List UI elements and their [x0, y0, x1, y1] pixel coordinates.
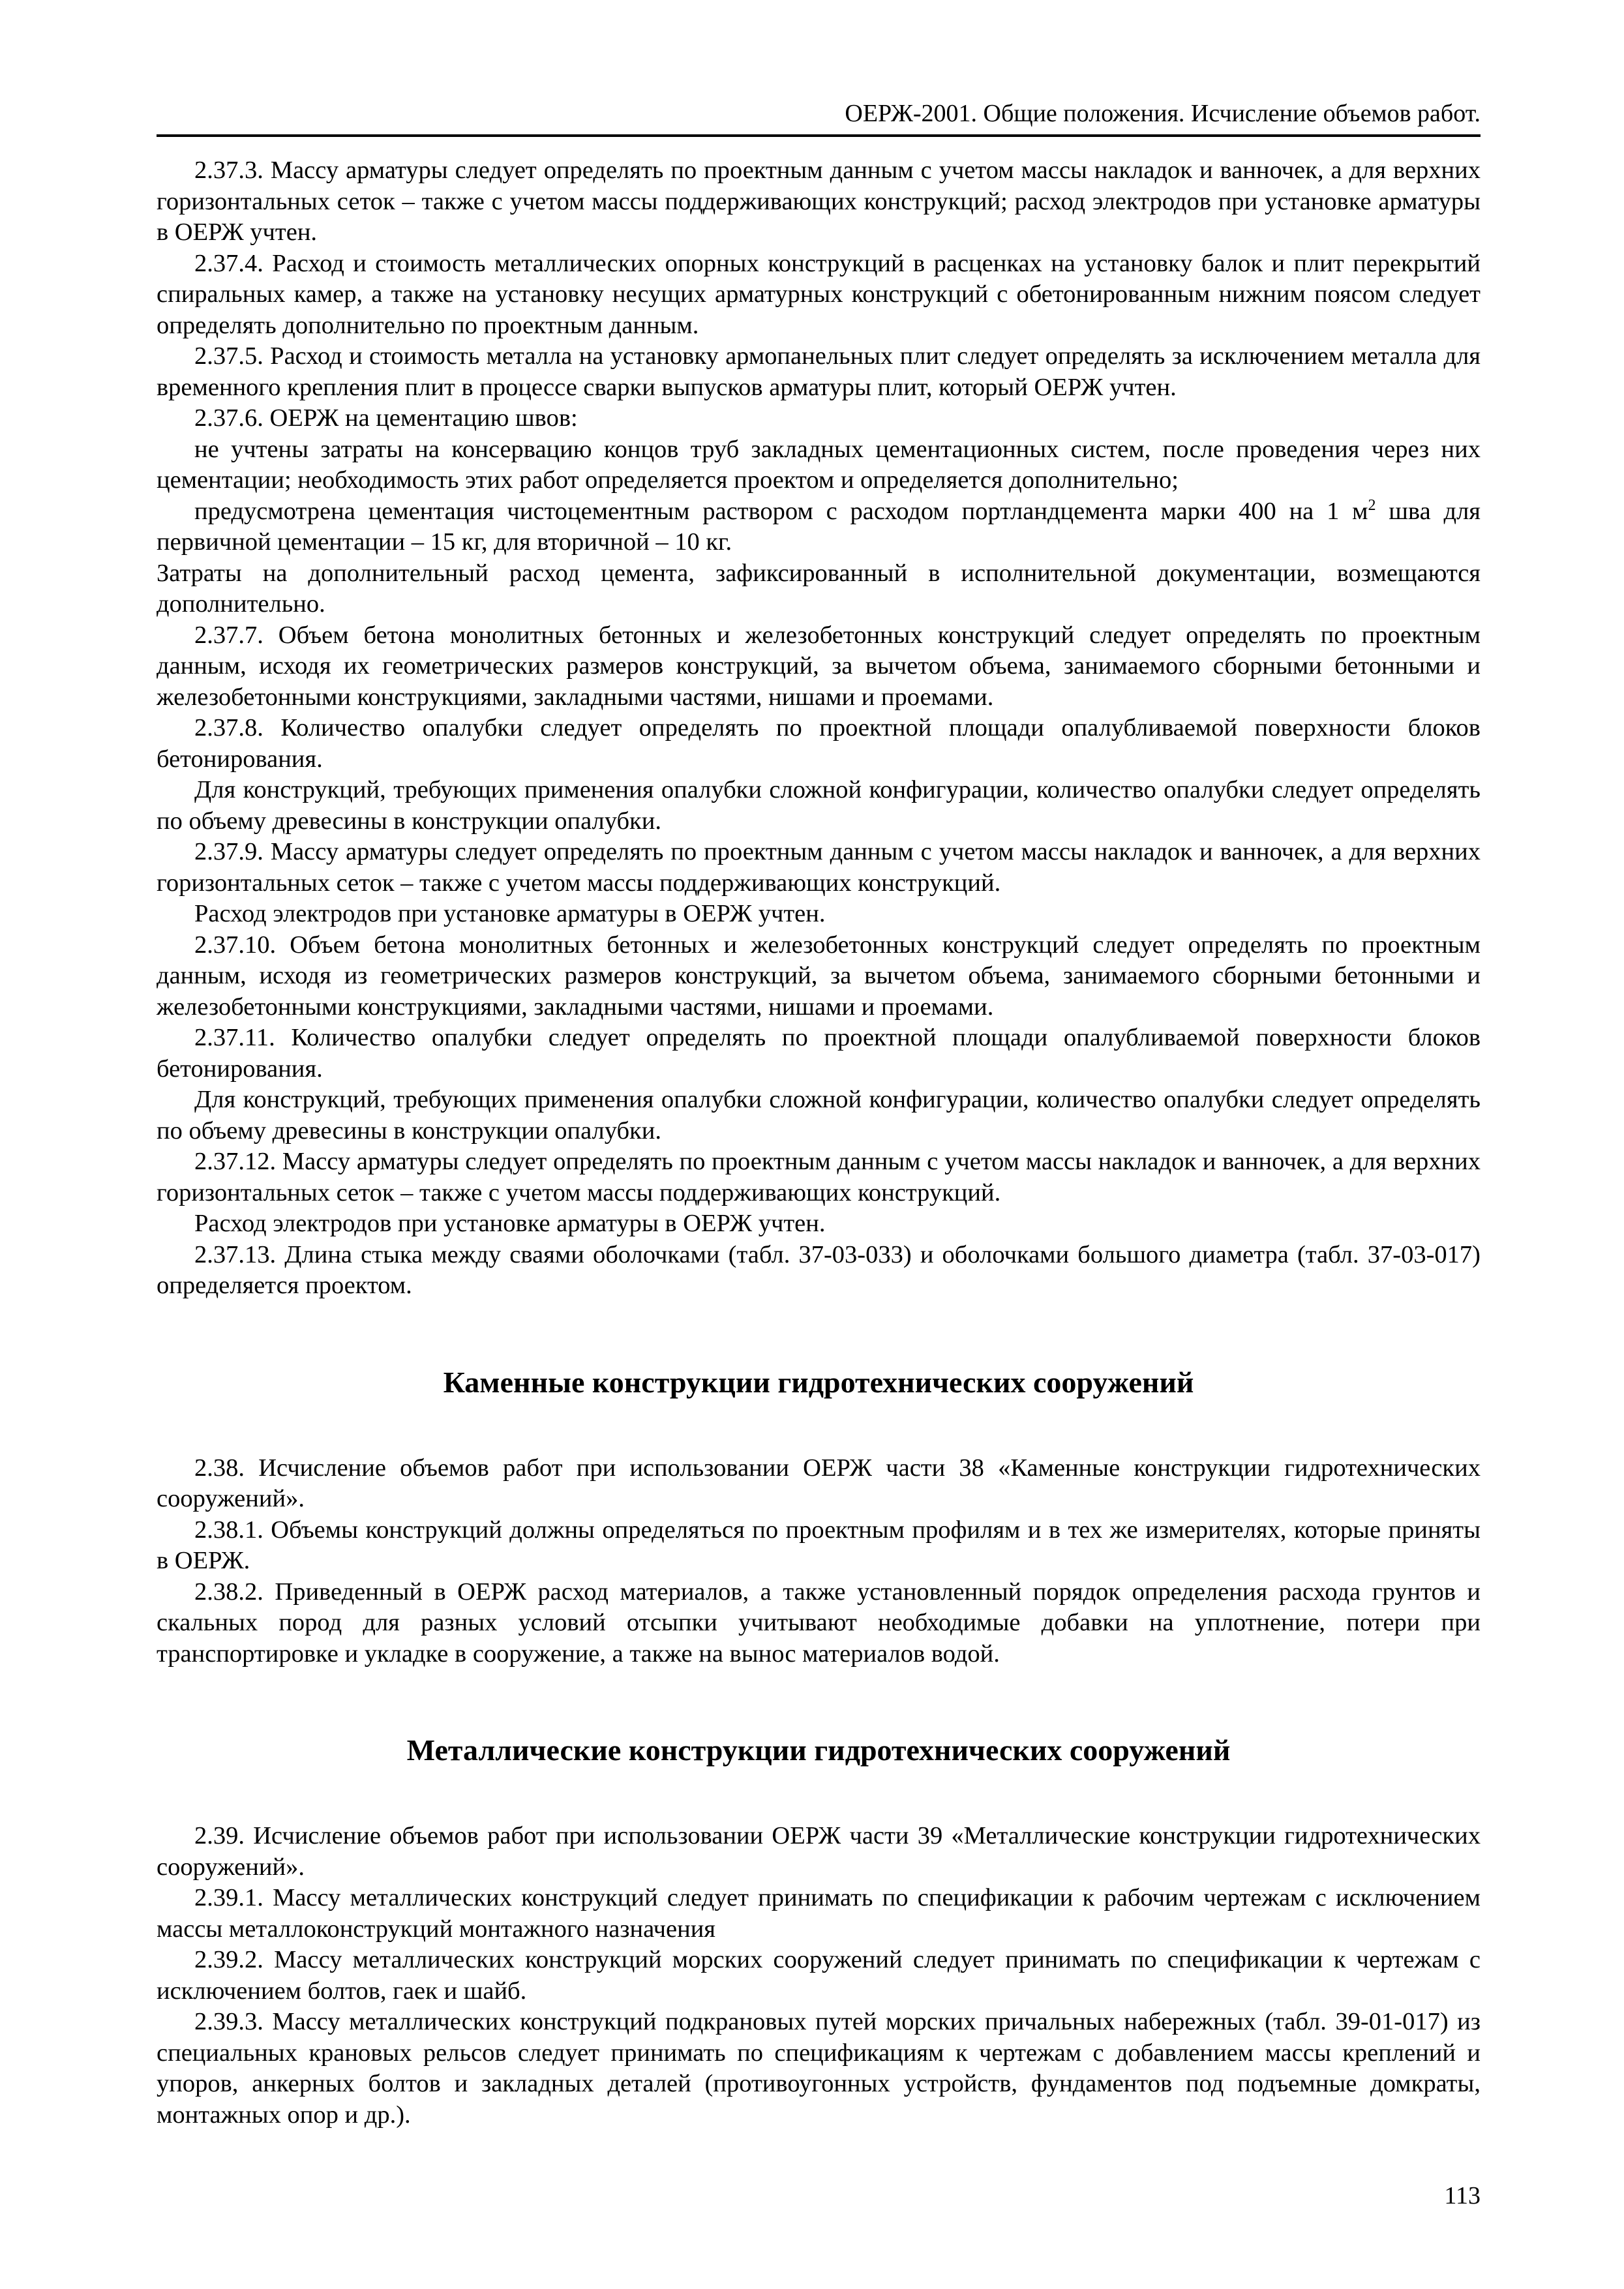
paragraph: 2.37.13. Длина стыка между сваями оболочками (табл. 37-03-033) и оболочками большого диаметра (табл. 37-03-017) определяется проектом. — [157, 1240, 1481, 1299]
paragraph-text: предусмотрена цементация чистоцементным раствором с расходом портландцемента марки 400 на 1 м — [194, 497, 1368, 525]
paragraph: 2.37.10. Объем бетона монолитных бетонных и железобетонных конструкций следует определять по проектным данным, исходя из геометрических размеров конструкций, за вычетом объема, занимаемого сборными бетонными и железобетонными конструкциями, закладными частями, нишами и проемами. — [157, 931, 1481, 1021]
paragraph: 2.37.9. Массу арматуры следует определять по проектным данным с учетом массы накладок и ванночек, а для верхних горизонтальных сеток – также с учетом массы поддерживающих конструкций. — [157, 838, 1481, 897]
section-heading: Каменные конструкции гидротехнических сооружений — [443, 1365, 1194, 1399]
paragraph: Расход электродов при установке арматуры в ОЕРЖ учтен. — [194, 900, 826, 927]
paragraph: 2.37.4. Расход и стоимость металлических опорных конструкций в расценках на установку балок и плит перекрытий спиральных камер, а также на установку несущих арматурных конструкций с обетонированным нижним поясом следует определять дополнительно по проектным данным. — [157, 249, 1481, 339]
paragraph: 2.38.1. Объемы конструкций должны определяться по проектным профилям и в тех же измерителях, которые приняты в ОЕРЖ. — [157, 1516, 1481, 1574]
paragraph: 2.37.11. Количество опалубки следует определять по проектной площади опалубливаемой поверхности блоков бетонирования. — [157, 1024, 1481, 1083]
paragraph: 2.37.12. Массу арматуры следует определять по проектным данным с учетом массы накладок и ванночек, а для верхних горизонтальных сеток – также с учетом массы поддерживающих конструкций. — [157, 1148, 1481, 1206]
paragraph: Для конструкций, требующих применения опалубки сложной конфигурации, количество опалубки следует определять по объему древесины в конструкции опалубки. — [157, 776, 1481, 835]
paragraph-text: шва для первичной цементации – 15 кг, для вторичной – 10 кг. — [157, 497, 1481, 556]
paragraph: 2.38.2. Приведенный в ОЕРЖ расход материалов, а также установленный порядок определения расхода грунтов и скальных пород для разных условий отсыпки учитывают необходимые добавки на уплотнение, потери при транспортировке и укладке в сооружение, а также на вынос материалов водой. — [157, 1578, 1481, 1668]
paragraph: 2.37.3. Массу арматуры следует определять по проектным данным с учетом массы накладок и ванночек, а для верхних горизонтальных сеток – также с учетом массы поддерживающих конструкций; расход электродов при установке арматуры в ОЕРЖ учтен. — [157, 157, 1481, 246]
paragraph: 2.37.8. Количество опалубки следует определять по проектной площади опалубливаемой поверхности блоков бетонирования. — [157, 714, 1481, 773]
paragraph — [157, 496, 1481, 558]
document-body — [157, 155, 1481, 2131]
paragraph: 2.37.5. Расход и стоимость металла на установку армопанельных плит следует определять за исключением металла для временного крепления плит в процессе сварки выпусков арматуры плит, который ОЕРЖ учтен. — [157, 342, 1481, 401]
paragraph: 2.38. Исчисление объемов работ при использовании ОЕРЖ части 38 «Каменные конструкции гидротехнических сооружений». — [157, 1454, 1481, 1512]
section-heading: Металлические конструкции гидротехнических сооружений — [406, 1733, 1231, 1767]
paragraph: 2.39.1. Массу металлических конструкций следует принимать по спецификации к рабочим чертежам с исключением массы металлоконструкций монтажного назначения — [157, 1884, 1481, 1943]
running-header: ОЕРЖ-2001. Общие положения. Исчисление объемов работ. — [157, 98, 1481, 137]
paragraph: 2.37.6. ОЕРЖ на цементацию швов: — [194, 404, 578, 432]
paragraph: Для конструкций, требующих применения опалубки сложной конфигурации, количество опалубки следует определять по объему древесины в конструкции опалубки. — [157, 1086, 1481, 1144]
paragraph: 2.39. Исчисление объемов работ при использовании ОЕРЖ части 39 «Металлические конструкции гидротехнических сооружений». — [157, 1822, 1481, 1881]
paragraph: не учтены затраты на консервацию концов труб закладных цементационных систем, после проведения через них цементации; необходимость этих работ определяется проектом и определяется дополнительно; — [157, 435, 1481, 494]
superscript: 2 — [1368, 496, 1376, 514]
paragraph: Затраты на дополнительный расход цемента, зафиксированный в исполнительной документации, возмещаются дополнительно. — [157, 559, 1481, 618]
paragraph: 2.39.3. Массу металлических конструкций подкрановых путей морских причальных набережных (табл. 39-01-017) из специальных крановых рельсов следует принимать по спецификациям к чертежам с добавлением массы креплений и упоров, анкерных болтов и закладных деталей (противоугонных устройств, фундаментов под подъемные домкраты, монтажных опор и др.). — [157, 2008, 1481, 2129]
paragraph: 2.37.7. Объем бетона монолитных бетонных и железобетонных конструкций следует определять по проектным данным, исходя их геометрических размеров конструкций, за вычетом объема, занимаемого сборными бетонными и железобетонными конструкциями, закладными частями, нишами и проемами. — [157, 621, 1481, 711]
paragraph: 2.39.2. Массу металлических конструкций морских сооружений следует принимать по спецификации к чертежам с исключением болтов, гаек и шайб. — [157, 1946, 1481, 2005]
page-number: 113 — [1444, 2182, 1481, 2209]
paragraph: Расход электродов при установке арматуры в ОЕРЖ учтен. — [194, 1210, 826, 1237]
